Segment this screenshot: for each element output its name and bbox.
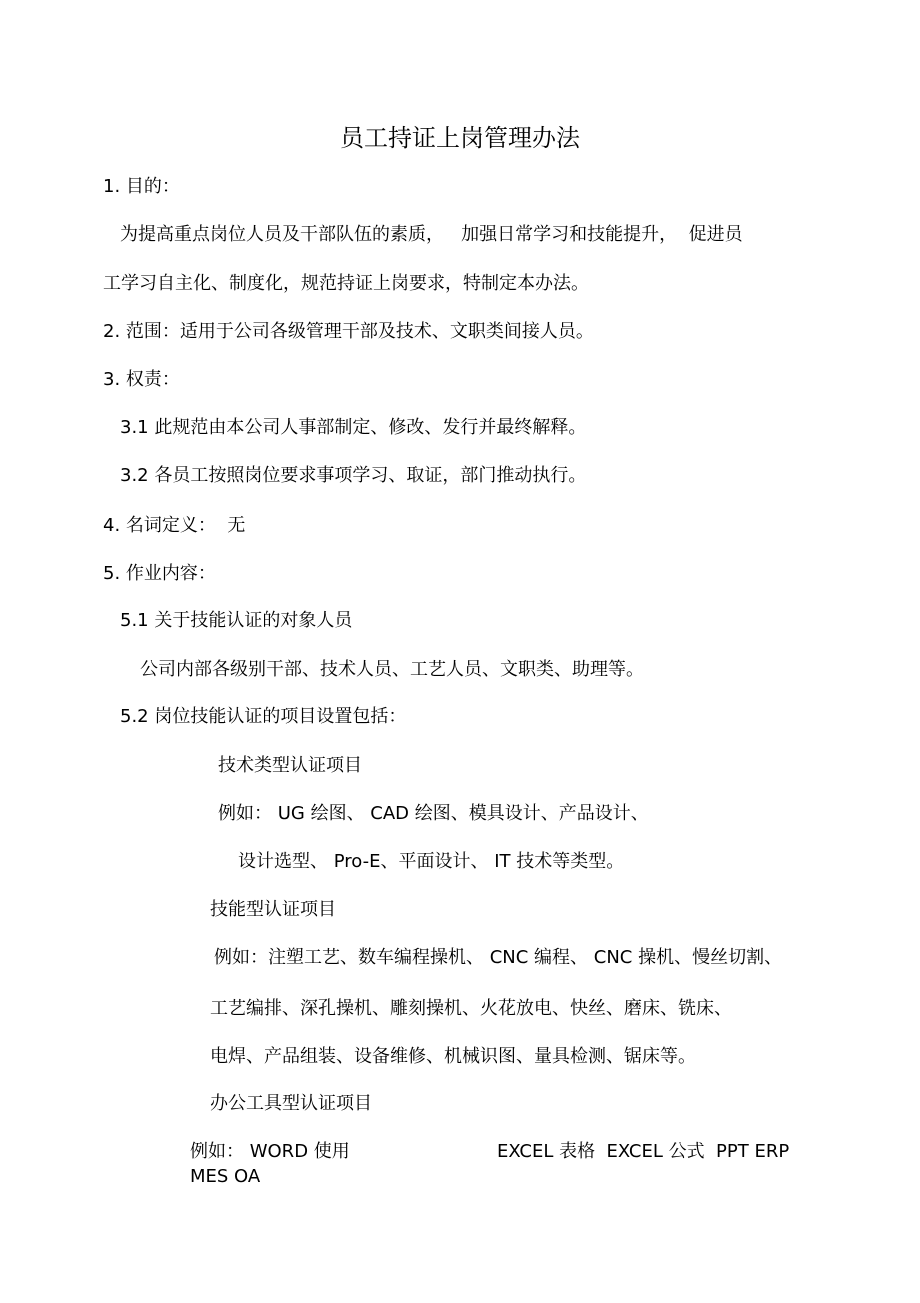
technical-items-heading: 技术类型认证项目 <box>218 755 362 776</box>
technical-items-line-1: 例如： UG 绘图、 CAD 绘图、模具设计、产品设计、 <box>218 803 649 824</box>
purpose-text-line-2: 工学习自主化、制度化，规范持证上岗要求，特制定本办法。 <box>103 273 589 294</box>
office-items-line-1-right: EXCEL 表格 EXCEL 公式 PPT ERP <box>497 1141 790 1162</box>
section-5-heading: 5. 作业内容： <box>103 563 216 584</box>
purpose-text-line-1: 为提高重点岗位人员及干部队伍的素质， 加强日常学习和技能提升， 促进员 <box>120 224 743 245</box>
document-title: 员工持证上岗管理办法 <box>340 124 580 152</box>
section-5-2-heading: 5.2 岗位技能认证的项目设置包括： <box>120 706 407 727</box>
section-4-definitions: 4. 名词定义： 无 <box>103 515 246 536</box>
technical-items-line-2: 设计选型、 Pro-E、平面设计、 IT 技术等类型。 <box>238 851 625 872</box>
office-items-heading: 办公工具型认证项目 <box>210 1093 372 1114</box>
section-3-heading: 3. 权责： <box>103 369 180 390</box>
section-3-1: 3.1 此规范由本公司人事部制定、修改、发行并最终解释。 <box>120 417 587 438</box>
section-5-1-heading: 5.1 关于技能认证的对象人员 <box>120 610 353 631</box>
office-items-line-2: MES OA <box>190 1166 261 1187</box>
section-3-2: 3.2 各员工按照岗位要求事项学习、取证，部门推动执行。 <box>120 465 587 486</box>
skill-items-heading: 技能型认证项目 <box>210 899 336 920</box>
skill-items-line-1: 例如：注塑工艺、数车编程操机、 CNC 编程、 CNC 操机、慢丝切割、 <box>214 947 783 968</box>
section-5-1-text: 公司内部各级别干部、技术人员、工艺人员、文职类、助理等。 <box>140 659 644 680</box>
section-1-heading: 1. 目的： <box>103 176 180 197</box>
skill-items-line-3: 电焊、产品组装、设备维修、机械识图、量具检测、锯床等。 <box>210 1046 696 1067</box>
office-items-line-1-left: 例如： WORD 使用 <box>190 1141 350 1162</box>
section-2-scope: 2. 范围：适用于公司各级管理干部及技术、文职类间接人员。 <box>103 321 594 342</box>
skill-items-line-2: 工艺编排、深孔操机、雕刻操机、火花放电、快丝、磨床、铣床、 <box>210 998 732 1019</box>
